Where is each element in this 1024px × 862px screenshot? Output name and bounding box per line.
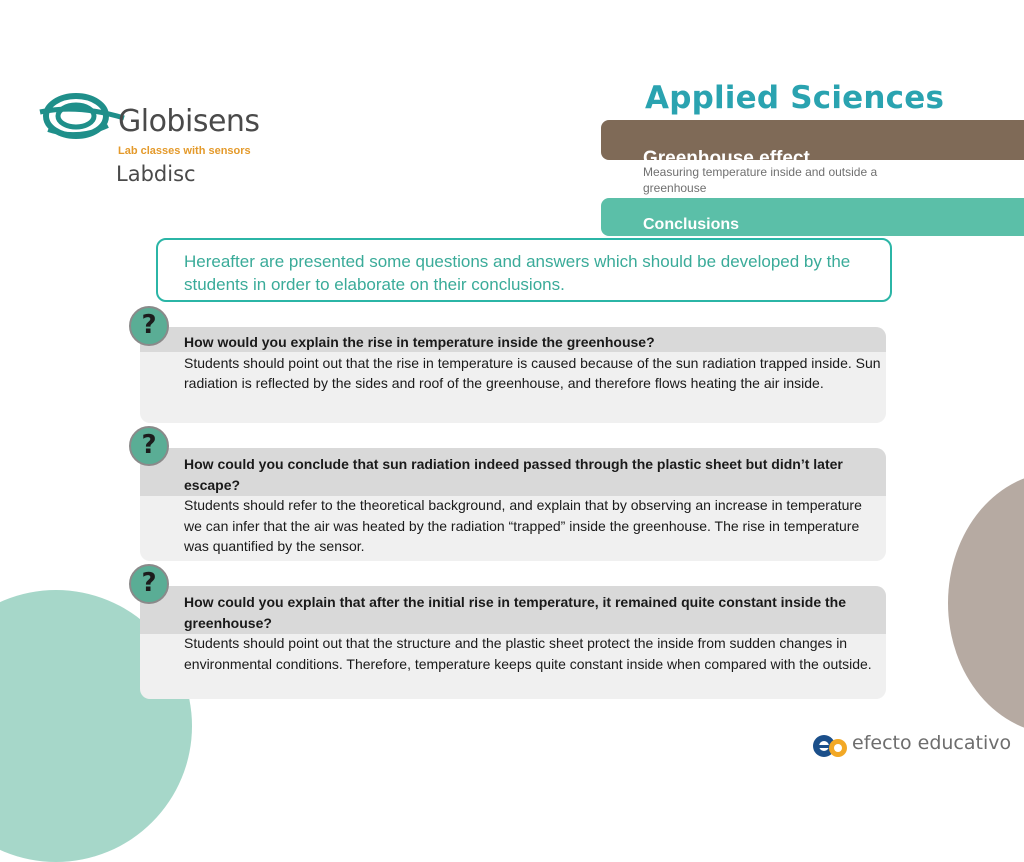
question-icon: ? xyxy=(129,306,169,346)
decorative-circle-right xyxy=(948,472,1024,734)
qa-question-2: How could you conclude that sun radiation indeed passed through the plastic sheet but didn’t later escape? xyxy=(184,456,843,493)
efecto-educativo-logo xyxy=(812,730,1012,760)
qa-question-3: How could you explain that after the initial rise in temperature, it remained quite constant inside the greenhouse? xyxy=(184,594,847,631)
qa-text-2 xyxy=(184,454,864,557)
qa-text-3 xyxy=(184,592,899,674)
qa-answer-2: Students should refer to the theoretical background, and explain that by observing an increase in temperature we can infer that the air was heated by the radiation “trapped” inside the greenhouse. The rise in temperature was quantified by the sensor. xyxy=(184,497,862,554)
efecto-educativo-mark-icon xyxy=(812,732,848,760)
qa-answer-3: Students should point out that the structure and the plastic sheet protect the inside from sudden changes in environmental conditions. Therefore, temperature keeps quite constant inside when compared with the outside. xyxy=(184,635,872,672)
qa-answer-1: Students should point out that the rise in temperature is caused because of the sun radiation trapped inside. Sun radiation is reflected by the sides and roof of the greenhouse, and therefore flows heating the air inside. xyxy=(184,354,881,391)
qa-question-1: How would you explain the rise in temperature inside the greenhouse? xyxy=(184,334,655,350)
qa-text-1 xyxy=(184,332,896,394)
topic-title: Greenhouse effect xyxy=(643,148,810,169)
question-icon: ? xyxy=(129,426,169,466)
logo-product-name: Labdisc xyxy=(116,162,196,186)
logo-tagline: Lab classes with sensors xyxy=(118,145,251,157)
globisens-logo xyxy=(38,82,278,192)
topic-subtitle: Measuring temperature inside and outside a greenhouse xyxy=(643,165,878,195)
efecto-educativo-text: efecto educativo xyxy=(852,732,1012,754)
question-icon: ? xyxy=(129,564,169,604)
intro-box xyxy=(156,238,892,302)
brand-title: Applied Sciences xyxy=(645,80,945,116)
intro-text: Hereafter are presented some questions and answers which should be developed by the students in order to elaborate on their conclusions. xyxy=(184,252,851,294)
globe-swirl-icon xyxy=(38,82,128,162)
section-title: Conclusions xyxy=(643,216,740,233)
logo-name: Globisens xyxy=(118,104,260,139)
